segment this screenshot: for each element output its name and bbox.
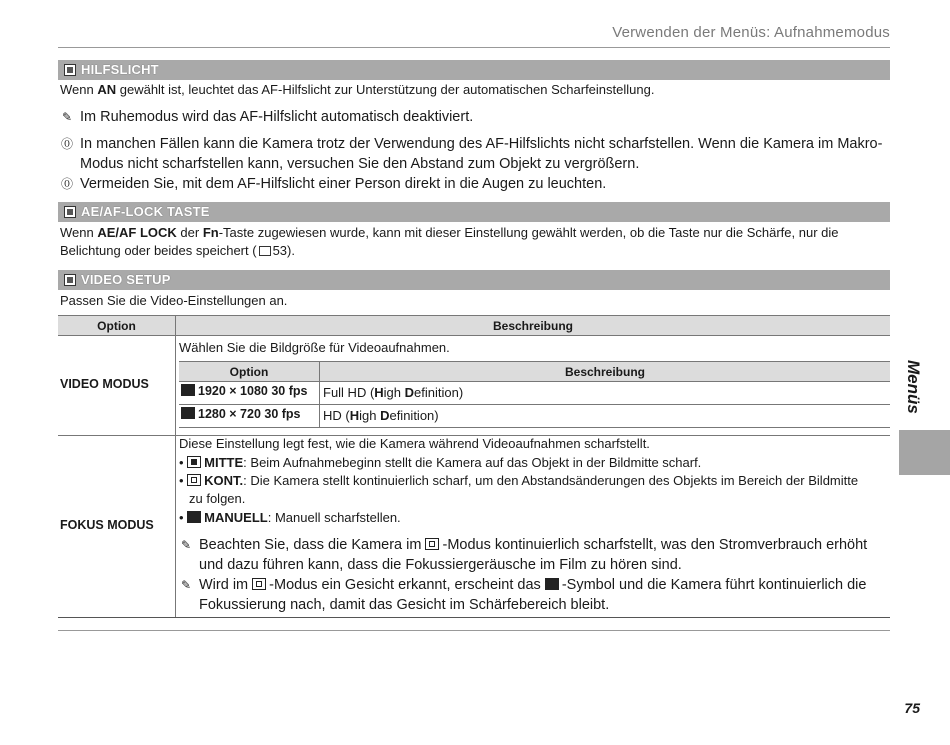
hilfslicht-caution-1: ⓪ In manchen Fällen kann die Kamera trotz der Verwendung des AF-Hilfslichts nicht scharfstellen. Wenn die Kamera im Makro- Modus nicht scharfstellen kann, versuchen Sie den Abstand zum Objekt zu vergrößern. [60,136,883,172]
header-option: Option [97,319,136,333]
fokus-note-1: ✎ Beachten Sie, dass die Kamera im -Modus kontinuierlich scharfstellt, was den Stromverbrauch erhöht und dazu führen kann, dass die Fokussiergeräusche im Film zu hören sind. [180,537,868,573]
side-tab [899,430,950,475]
aelock-description: Wenn AE/AF LOCK der Fn-Taste zugewiesen wurde, kann mit dieser Einstellung gewählt werden, ob die Taste nur die Schärfe, nur die Belichtung oder beides speichert ( 53). [60,225,839,258]
note-icon: ✎ [180,538,192,552]
caution-icon: ⓪ [60,137,73,151]
section-title-video: VIDEO SETUP [81,272,171,287]
note-icon: ✎ [180,578,192,592]
row-label-video-modus: VIDEO MODUS [60,377,149,391]
fokus-option-manuell: • MANUELL: Manuell scharfstellen. [179,510,401,525]
desc-1280: HD (High Definition) [323,408,439,423]
face-detection-icon [545,578,559,590]
fokus-option-mitte: • MITTE: Beim Aufnahmebeginn stellt die Kamera auf das Objekt in der Bildmitte scharf. [179,455,702,470]
table-bottom-rule [58,617,890,618]
inner-column-divider [319,361,320,427]
manual-focus-icon [187,511,201,523]
page-header-title: Verwenden der Menüs: Aufnahmemodus [612,24,890,41]
video-modus-description: Wählen Sie die Bildgröße für Videoaufnahmen. [179,340,450,355]
hd-icon [181,407,195,419]
video-setup-icon [64,274,76,286]
column-divider [175,315,176,618]
section-bar-hilfslicht [58,60,890,80]
header-rule [58,47,890,48]
page-number: 75 [904,700,920,716]
side-tab-label: Menüs [904,360,923,414]
af-continuous-icon [425,538,439,550]
ae-af-lock-icon [64,206,76,218]
af-continuous-icon [187,474,201,486]
note-icon: ✎ [61,110,73,124]
full-hd-icon [181,384,195,396]
section-title-hilfslicht: HILFSLICHT [81,62,159,77]
page-ref-icon [259,246,271,256]
section-bar-video [58,270,890,290]
row-label-fokus-modus: FOKUS MODUS [60,518,154,532]
inner-table-header: Option Beschreibung [179,361,890,382]
caution-icon: ⓪ [60,177,73,191]
hilfslicht-caution-2: ⓪ Vermeiden Sie, mit dem AF-Hilfslicht einer Person direkt in die Augen zu leuchten. [60,176,607,192]
video-description: Passen Sie die Video-Einstellungen an. [60,293,288,308]
fokus-option-kont: • KONT.: Die Kamera stellt kontinuierlich scharf, um den Abstandsänderungen des Objekts im Bereich der Bildmitte zu folgen. [179,473,859,506]
desc-1920: Full HD (High Definition) [323,385,464,400]
section-title-aelock: AE/AF-LOCK TASTE [81,204,210,219]
fokus-modus-description: Diese Einstellung legt fest, wie die Kamera während Videoaufnahmen scharfstellt. [179,436,650,451]
option-1280: 1280 × 720 30 fps [181,407,301,421]
fokus-note-2: ✎ Wird im -Modus ein Gesicht erkannt, erscheint das -Symbol und die Kamera führt kontinuierlich die Fokussierung nach, damit das Gesicht im Schärfebereich bleibt. [180,577,867,613]
af-center-icon [187,456,201,468]
hilfslicht-note: ✎ Im Ruhemodus wird das AF-Hilfslicht automatisch deaktiviert. [61,109,474,125]
option-1920: 1920 × 1080 30 fps [181,384,307,398]
hilfslicht-description: Wenn AN gewählt ist, leuchtet das AF-Hilfslicht zur Unterstützung der automatischen Scharfeinstellung. [60,82,655,97]
header-description: Beschreibung [492,319,573,333]
footer-rule [58,630,890,631]
af-continuous-icon [252,578,266,590]
section-bar-aelock [58,202,890,222]
af-assist-icon [64,64,76,76]
table-header [58,315,890,336]
